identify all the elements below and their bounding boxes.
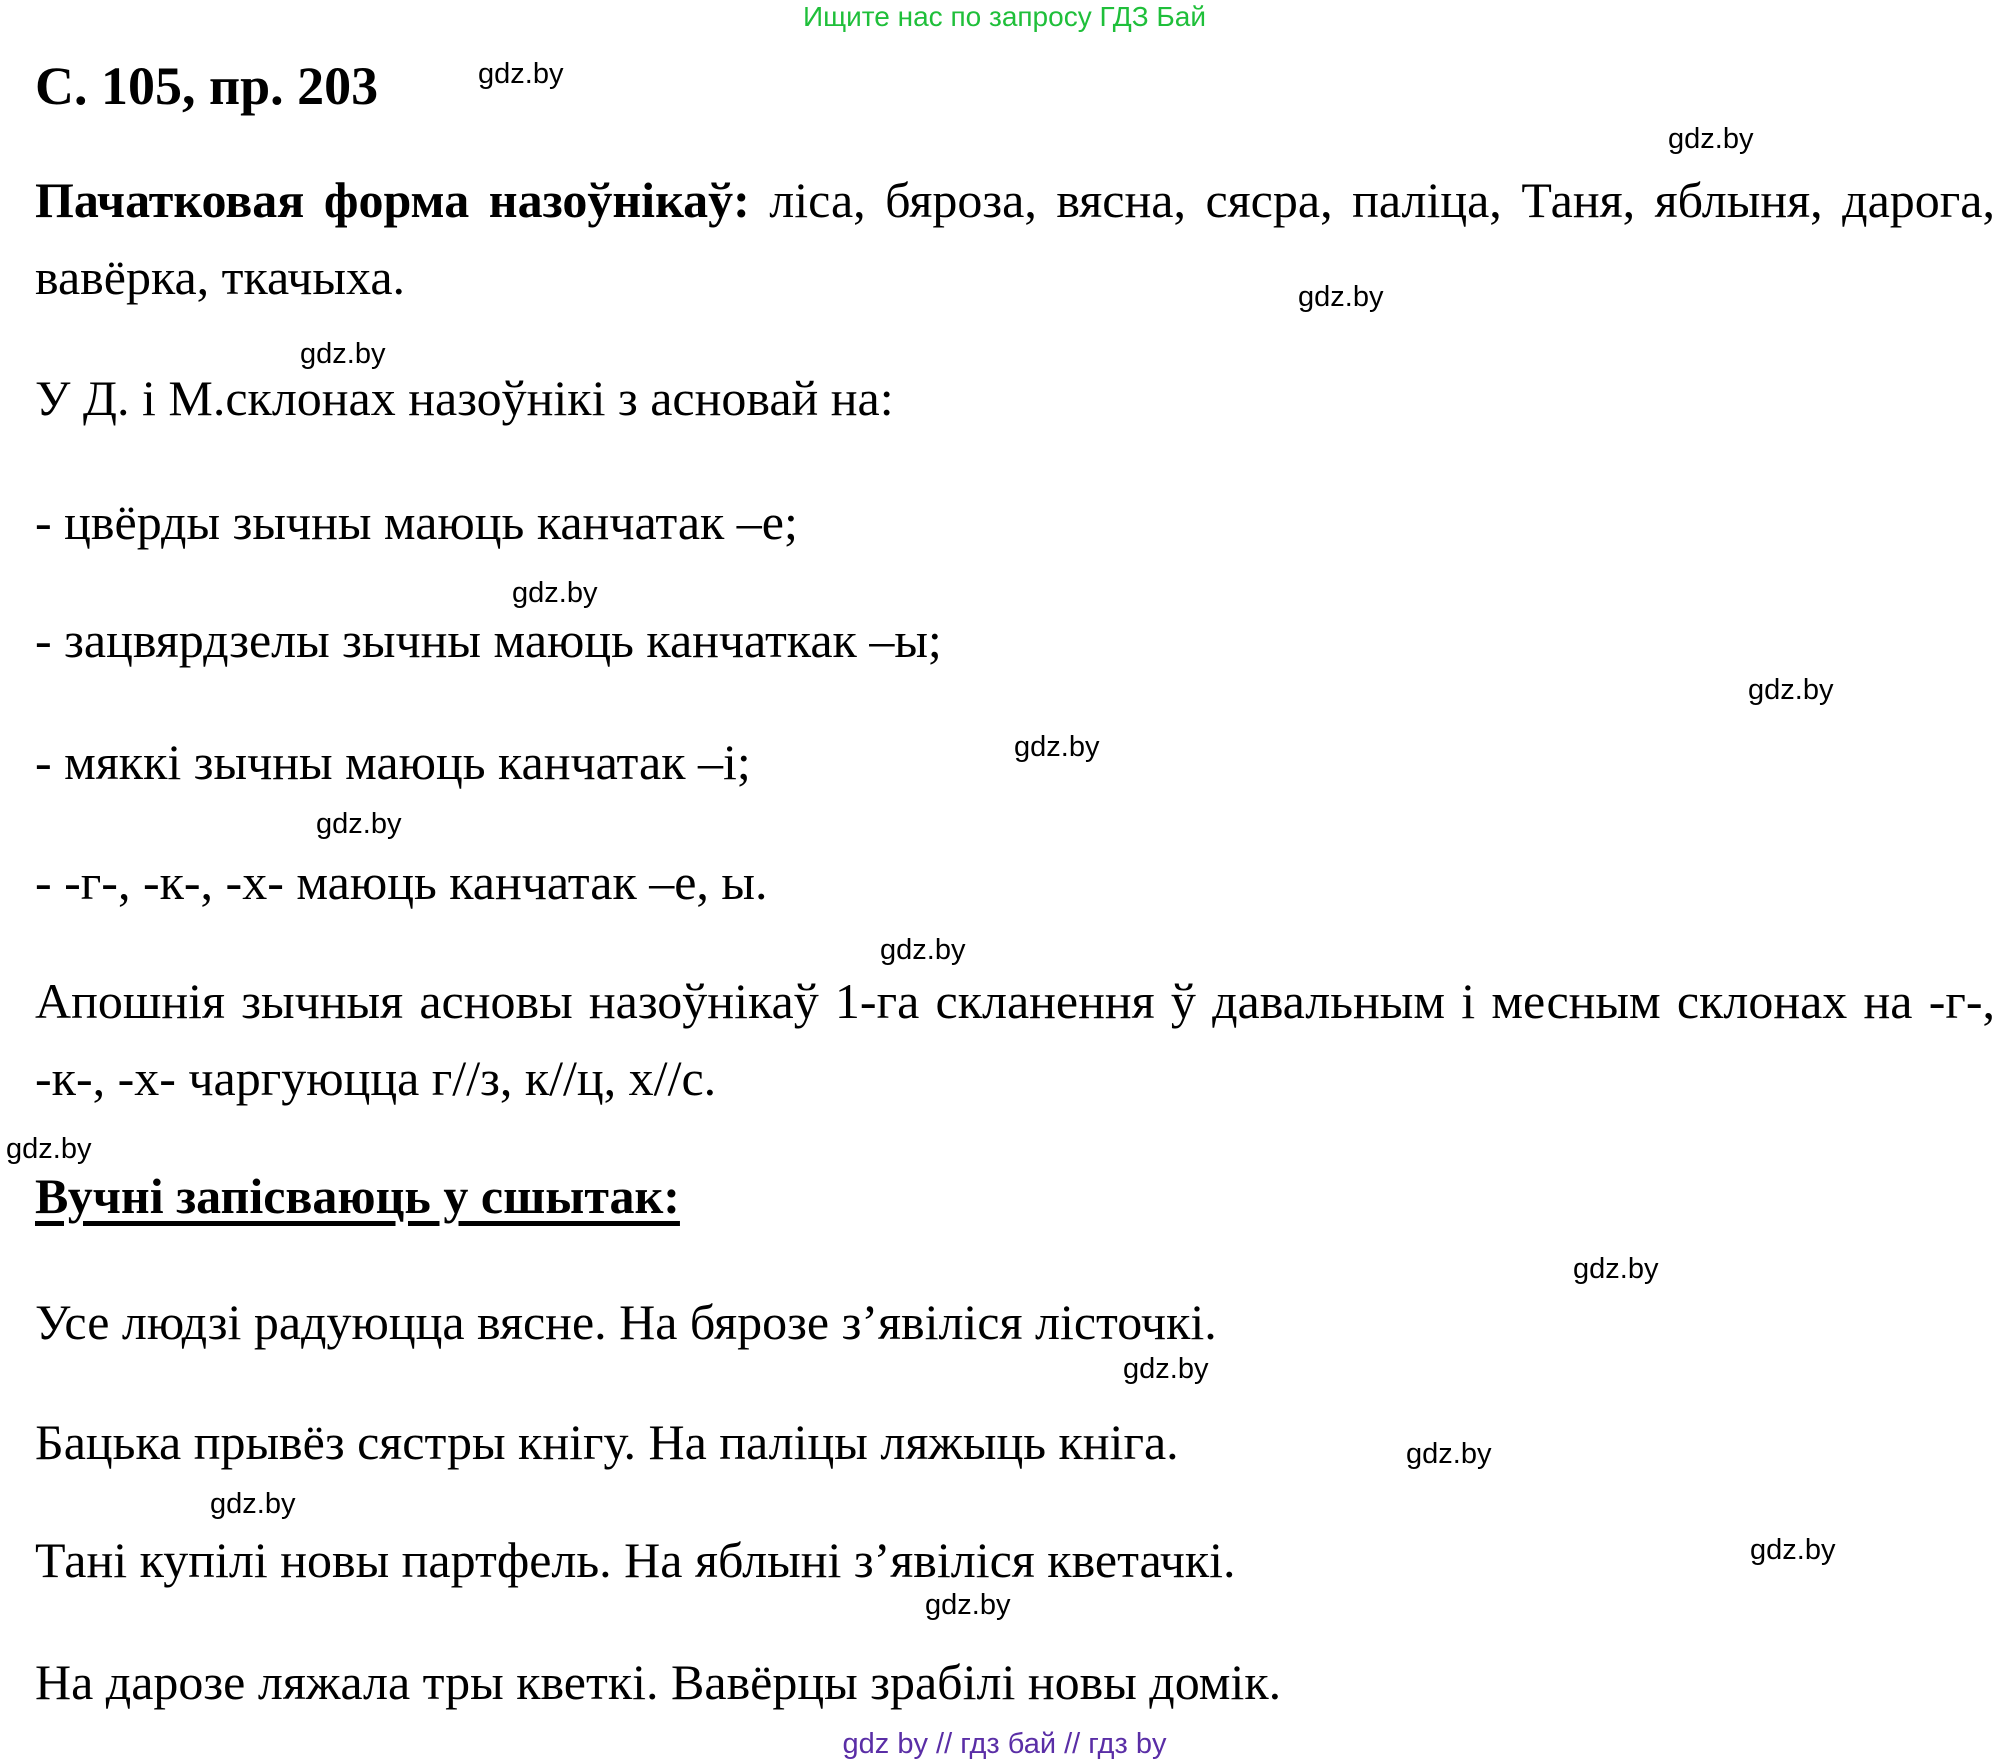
sentence-3: Тані купілі новы партфель. На яблыні з’явіліся кветачкі. — [35, 1532, 1236, 1588]
watermark: gdz.by — [1014, 731, 1100, 763]
watermark: gdz.by — [512, 577, 598, 609]
footer-watermark: gdz by // гдз бай // гдз by — [842, 1728, 1167, 1760]
watermark: gdz.by — [1573, 1253, 1659, 1285]
alternation-paragraph: Апошнія зычныя асновы назоўнікаў 1-га скланення ў давальным і месным склонах на -г-, -к-, -х- чаргуюцца г//з, к//ц, х//с. — [35, 973, 1995, 1106]
watermark: gdz.by — [478, 58, 564, 90]
initial-forms-label: Пачатковая форма назоўнікаў: — [35, 172, 750, 228]
rule-line-3: - мяккі зычны маюць канчатак –і; — [35, 734, 751, 790]
rule-line-4: - -г-, -к-, -х- маюць канчатак –е, ы. — [35, 854, 768, 910]
watermark: gdz.by — [880, 934, 966, 966]
watermark: gdz.by — [1750, 1534, 1836, 1566]
sentence-1: Усе людзі радуюцца вясне. На бярозе з’явіліся лісточкі. — [35, 1294, 1217, 1350]
watermark: gdz.by — [316, 808, 402, 840]
watermark: gdz.by — [6, 1133, 92, 1165]
watermark: gdz.by — [210, 1488, 296, 1520]
watermark: gdz.by — [1748, 674, 1834, 706]
top-banner: Ищите нас по запросу ГДЗ Бай — [802, 1, 1207, 32]
sentence-4: На дарозе ляжала тры кветкі. Вавёрцы зрабілі новы домік. — [35, 1654, 1282, 1710]
watermark: gdz.by — [925, 1589, 1011, 1621]
section-title: Вучні запісваюць у сшытак: — [35, 1168, 680, 1224]
rule-line-1: - цвёрды зычны маюць канчатак –е; — [35, 494, 798, 550]
page-title: С. 105, пр. 203 — [35, 56, 379, 116]
watermark: gdz.by — [1298, 281, 1384, 313]
watermark: gdz.by — [300, 338, 386, 370]
sentence-2: Бацька прывёз сястры кнігу. На паліцы ляжыць кніга. — [35, 1414, 1179, 1470]
rule-intro: У Д. і М.склонах назоўнікі з асновай на: — [35, 370, 894, 426]
initial-forms-paragraph — [35, 162, 1995, 316]
rule-line-2: - зацвярдзелы зычны маюць канчаткак –ы; — [35, 612, 942, 668]
watermark: gdz.by — [1123, 1353, 1209, 1385]
watermark: gdz.by — [1406, 1438, 1492, 1470]
initial-forms-list: ліса, бяроза, вясна, сясра, паліца, Таня, яблыня, дарога, вавёрка, ткачыха. — [35, 172, 1995, 305]
watermark: gdz.by — [1668, 123, 1754, 155]
